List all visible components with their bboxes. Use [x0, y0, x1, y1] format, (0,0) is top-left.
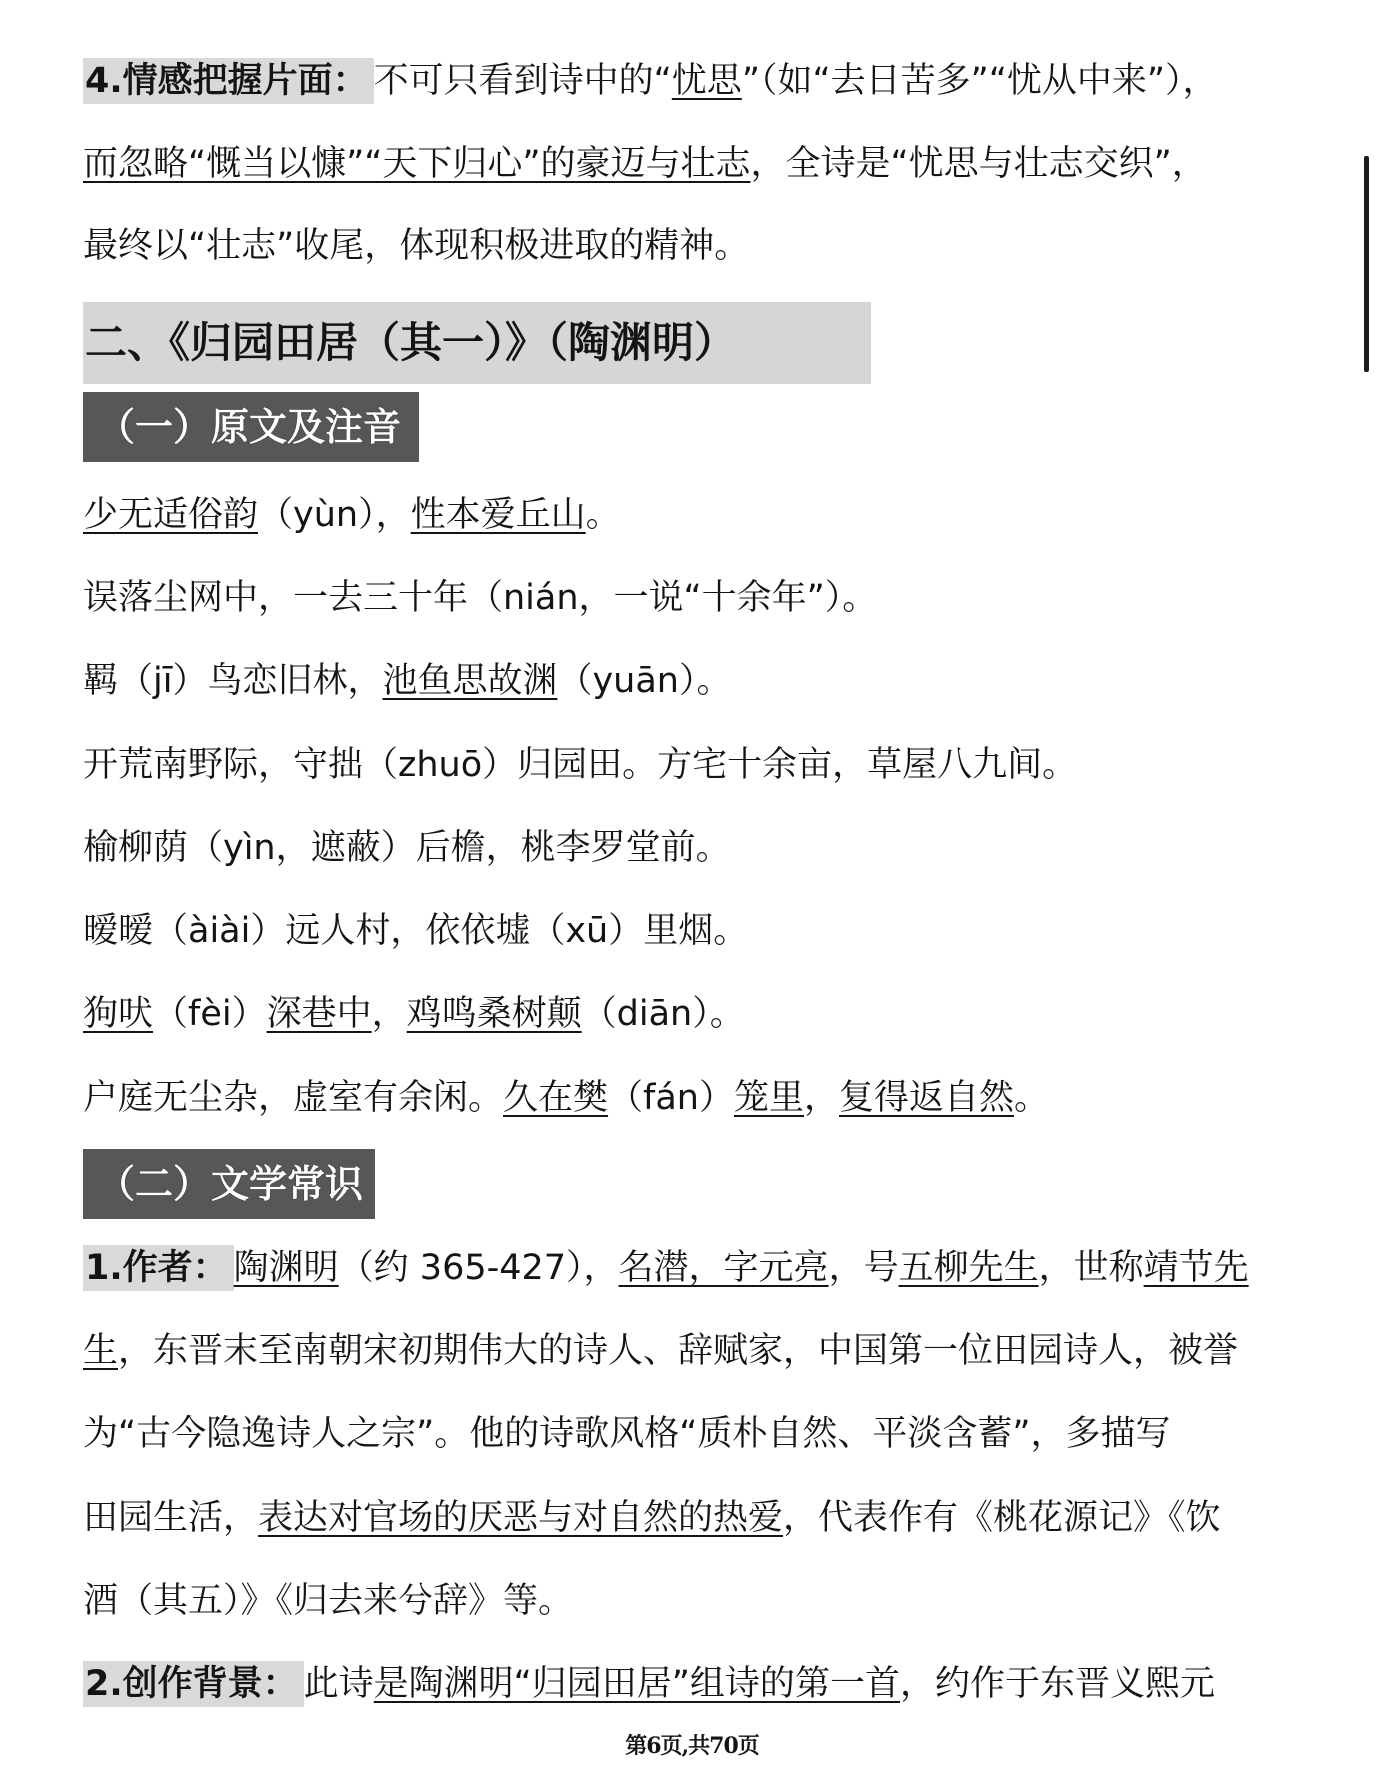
- poem-line-2: [83, 575, 877, 621]
- poem-line-4-text: 开荒南野际，守拙（zhuō）归园田。方宅十余亩，草屋八九间。: [83, 745, 1078, 785]
- item1-text-8: 酒（其五）》《归去来兮辞》等。: [83, 1581, 574, 1621]
- poem-line-8-text-3: ，: [804, 1078, 840, 1118]
- poem-line-2-text: 误落尘网中，一去三十年（nián，一说“十余年”）。: [83, 578, 878, 618]
- poem-line-8-text-4: 。: [1014, 1078, 1050, 1118]
- item1-underline-2: 名潜，字元亮: [618, 1248, 829, 1288]
- poem-line-7-underline-1: 狗吠: [83, 994, 154, 1034]
- poem-line-7: [83, 991, 745, 1037]
- item1-text-4: ，东晋末至南朝宋初期伟大的诗人、辞赋家，中国第一位田园诗人，被誉: [118, 1331, 1239, 1371]
- item1-text-7: ，代表作有《桃花源记》《饮: [783, 1498, 1221, 1538]
- item1-line-3: [83, 1411, 1171, 1457]
- poem-line-8-underline-1: 久在樊: [503, 1078, 609, 1118]
- poem-line-7-underline-3: 鸡鸣桑树颠: [406, 994, 582, 1034]
- subsection-title-original-text: [83, 392, 419, 462]
- subsection-title-original-text-label: （一）原文及注音: [97, 405, 402, 449]
- poem-line-1-underline-1: 少无适俗韵: [83, 495, 259, 535]
- scrollbar-thumb[interactable]: [1364, 156, 1369, 372]
- poem-line-7-underline-2: 深巷中: [266, 994, 372, 1034]
- poem-line-1-text-2: 。: [585, 495, 621, 535]
- item1-text-6: 田园生活，: [83, 1498, 259, 1538]
- item2-text-2: ，约作于东晋义熙元: [899, 1664, 1215, 1704]
- item1-underline-1: 陶渊明: [233, 1248, 339, 1288]
- item1-underline-6: 表达对官场的厌恶与对自然的热爱: [258, 1498, 784, 1538]
- item1-label: 1.作者：: [83, 1245, 234, 1291]
- item1-text-2: ，号: [828, 1248, 899, 1288]
- poem-line-1: [83, 492, 621, 538]
- item4-underline-1: 忧思: [671, 61, 742, 101]
- item1-line-4: [83, 1495, 1221, 1541]
- item2-label: 2.创作背景：: [83, 1661, 304, 1707]
- item2-underline-1: 是陶渊明“归园田居”组诗的第一首: [373, 1664, 900, 1704]
- item1-text-3: ，世称: [1038, 1248, 1144, 1288]
- poem-line-5-text: 榆柳荫（yìn，遮蔽）后檐，桃李罗堂前。: [83, 828, 731, 868]
- item4-line-2: [83, 141, 1207, 187]
- poem-line-4: [83, 742, 1077, 788]
- item1-underline-4: 靖节先: [1143, 1248, 1249, 1288]
- poem-line-6: [83, 908, 748, 954]
- poem-line-5: [83, 825, 731, 871]
- item4-label: 4.情感把握片面：: [83, 58, 374, 104]
- poem-line-1-underline-2: 性本爱丘山: [410, 495, 586, 535]
- item4-line-1: [83, 58, 1217, 104]
- item1-underline-5: 生: [83, 1331, 119, 1371]
- poem-line-3-text-2: （yuān）。: [557, 661, 732, 701]
- item2-line-1: [83, 1661, 1215, 1707]
- poem-line-1-text-1: （yùn），: [258, 495, 411, 535]
- poem-line-6-text: 暧暧（àiài）远人村，依依墟（xū）里烟。: [83, 911, 749, 951]
- item4-text-2: ”（如“去日苦多”“忧从中来”），: [741, 61, 1218, 101]
- section-title: 二、《归园田居（其一）》（陶渊明）: [83, 302, 871, 384]
- poem-line-7-text-2: ，: [371, 994, 407, 1034]
- poem-line-3-text-1: 羁（jī）鸟恋旧林，: [83, 661, 383, 701]
- poem-line-7-text-3: （diān）。: [581, 994, 745, 1034]
- poem-line-3-underline-1: 池鱼思故渊: [382, 661, 558, 701]
- item4-text-1: 不可只看到诗中的“: [373, 61, 672, 101]
- poem-line-8-text-1: 户庭无尘杂，虚室有余闲。: [83, 1078, 504, 1118]
- poem-line-8-underline-2: 笼里: [733, 1078, 804, 1118]
- item1-line-5: [83, 1578, 573, 1624]
- poem-line-8: [83, 1075, 1049, 1121]
- item4-line-3: [83, 223, 749, 269]
- poem-line-7-text-1: （fèi）: [153, 994, 267, 1034]
- item1-line-2: [83, 1328, 1238, 1374]
- item4-text-3: ，全诗是“忧思与壮志交织”，: [750, 144, 1207, 184]
- item4-underline-2: 而忽略“慨当以慷”“天下归心”的豪迈与壮志: [83, 144, 751, 184]
- item4-text-4: 最终以“壮志”收尾，体现积极进取的精神。: [83, 226, 750, 266]
- poem-line-8-text-2: （fán）: [608, 1078, 734, 1118]
- poem-line-8-underline-3: 复得返自然: [839, 1078, 1015, 1118]
- subsection-title-literary-knowledge: [83, 1149, 375, 1219]
- item1-line-1: [83, 1245, 1249, 1291]
- item1-text-5: 为“古今隐逸诗人之宗”。他的诗歌风格“质朴自然、平淡含蓄”，多描写: [83, 1414, 1171, 1454]
- item1-text-1: （约 365-427），: [338, 1248, 619, 1288]
- page-number: 第6页,共70页: [625, 1733, 759, 1759]
- item2-text-1: 此诗: [303, 1664, 374, 1704]
- subsection-title-literary-knowledge-label: （二）文学常识: [97, 1162, 364, 1206]
- poem-line-3: [83, 658, 732, 704]
- item1-underline-3: 五柳先生: [898, 1248, 1039, 1288]
